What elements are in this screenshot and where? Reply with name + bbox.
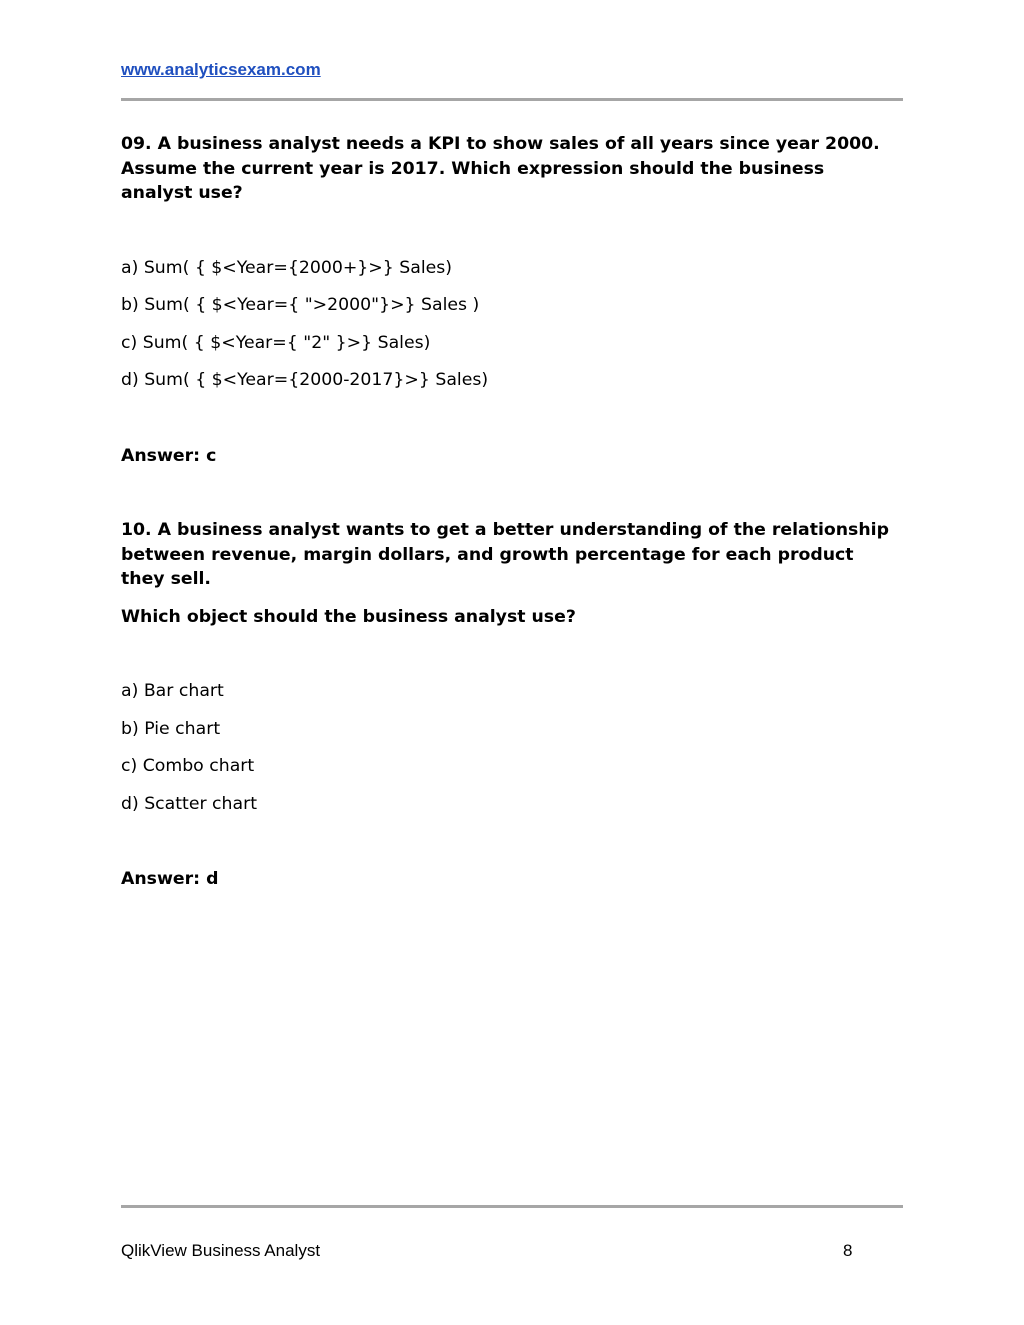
option-item: c) Combo chart [121, 756, 255, 776]
question-block [121, 518, 911, 892]
question-text: 10. A business analyst wants to get a better understanding of the relationship between revenue, margin dollars, and growth percentage for each product they sell. [121, 520, 889, 589]
page-number: 8 [843, 1241, 853, 1260]
option-item: b) Sum( { $<Year={ ">2000"}>} Sales ) [121, 295, 480, 315]
answer-text: Answer: d [121, 869, 219, 889]
option-item: a) Sum( { $<Year={2000+}>} Sales) [121, 257, 453, 278]
page-content [121, 132, 911, 892]
question-text: 09. A business analyst needs a KPI to show sales of all years since year 2000. Assume the current year is 2017. Which expression should the business analyst use? [121, 134, 880, 203]
option-item: b) Pie chart [121, 718, 221, 739]
option-item: c) Sum( { $<Year={ "2" }>} Sales) [121, 332, 431, 353]
option-item: d) Scatter chart [121, 793, 257, 814]
option-list [121, 256, 911, 406]
footer-title: QlikView Business Analyst [121, 1241, 321, 1260]
header-website-link[interactable]: www.analyticsexam.com [121, 60, 321, 79]
option-item: a) Bar chart [121, 681, 224, 701]
option-list [121, 679, 911, 829]
answer-text: Answer: c [121, 445, 217, 466]
question-block [121, 132, 911, 468]
option-item: d) Sum( { $<Year={2000-2017}>} Sales) [121, 370, 489, 390]
question-subtext: Which object should the business analyst use? [121, 606, 576, 627]
footer-divider [121, 1205, 903, 1208]
header-divider [121, 98, 903, 101]
